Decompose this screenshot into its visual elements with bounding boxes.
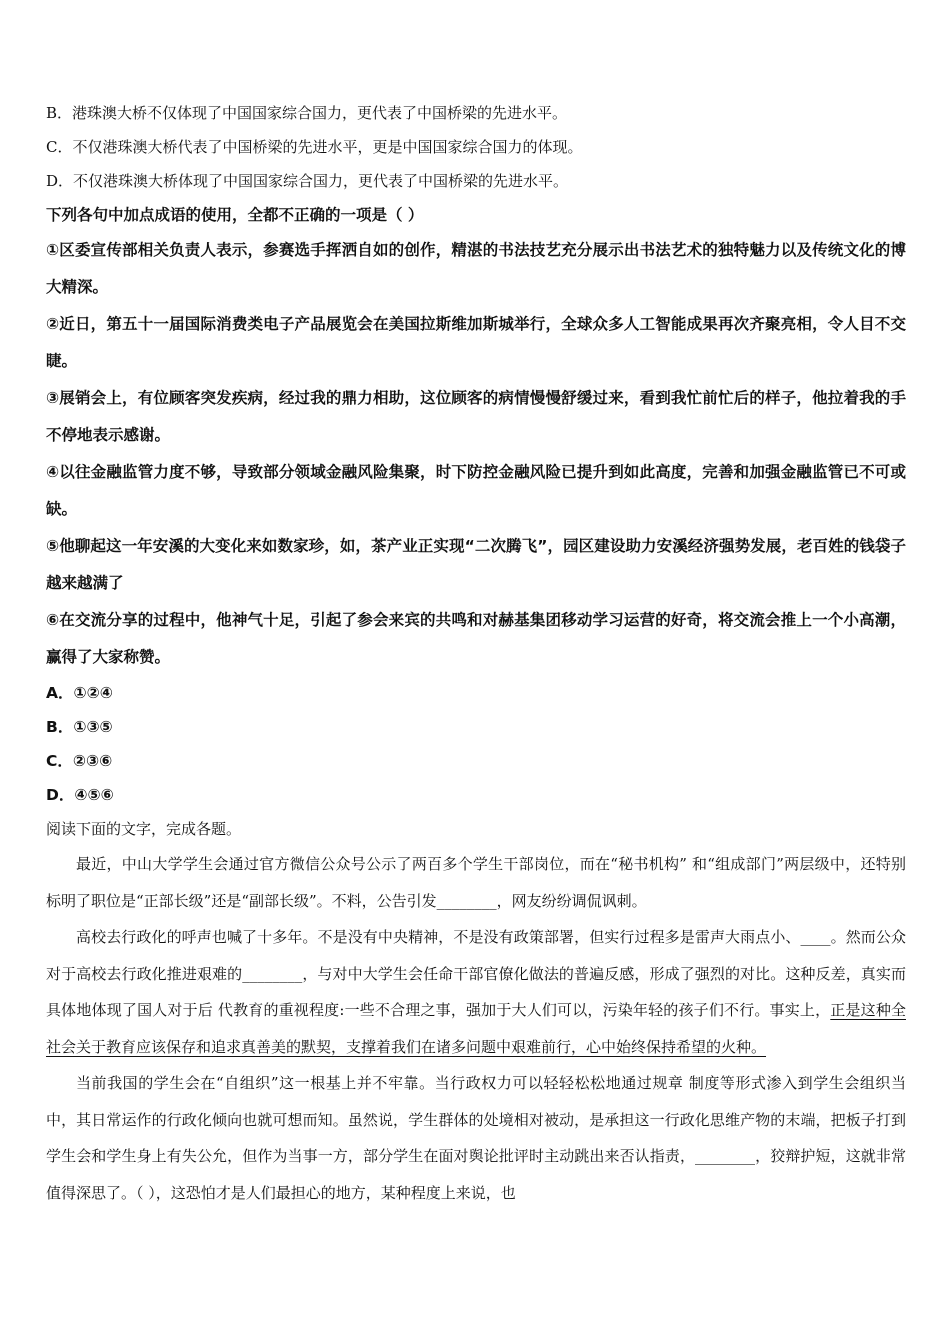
reading-intro: 阅读下面的文字，完成各题。 [46,820,242,838]
question-item-1: ①区委宣传部相关负责人表示，参赛选手挥洒自如的创作，精湛的书法技艺充分展示出书法艺术的独特魅力以及传统文化的博大精深。 [46,241,906,296]
question-item-2: ②近日，第五十一届国际消费类电子产品展览会在美国拉斯维加斯城举行，全球众多人工智能成果再次齐聚亮相，令人目不交睫。 [46,315,906,370]
answer-option-a: A．①②④ [46,684,113,702]
reading-paragraph-3: 当前我国的学生会在“自组织”这一根基上并不牢靠。当行政权力可以轻轻松松地通过规章 制度等形式渗入到学生会组织当中，其日常运作的行政化倾向也就可想而知。虽然说，学生群体的处境相对被动，是承担这一行政化思维产物的末端，把板子打到学生会和学生身上有失公允，但作为当事一方，部分学生在面对舆论批评时主动跳出来否认指责，________，狡辩护短，这就非常值得深思了。（ ），这恐怕才是人们最担心的地方，某种程度上来说，也 [46,1074,906,1202]
reading-paragraph-1: 最近，中山大学学生会通过官方微信公众号公示了两百多个学生干部岗位，而在“秘书机构” 和“组成部门”两层级中，还特别标明了职位是“正部长级”还是“副部长级”。不料，公告引发________，网友纷纷调侃讽刺。 [46,855,906,910]
answer-option-d: D．④⑤⑥ [46,786,114,804]
previous-option-d: D．不仅港珠澳大桥体现了中国国家综合国力，更代表了中国桥梁的先进水平。 [46,172,569,190]
question-item-5: ⑤他聊起这一年安溪的大变化来如数家珍，如，茶产业正实现“二次腾飞”，园区建设助力安溪经济强势发展，老百姓的钱袋子越来越满了 [46,537,906,592]
question-item-6: ⑥在交流分享的过程中，他神气十足，引起了参会来宾的共鸣和对赫基集团移动学习运营的好奇，将交流会推上一个小高潮，赢得了大家称赞。 [46,611,906,666]
previous-option-b: B．港珠澳大桥不仅体现了中国国家综合国力，更代表了中国桥梁的先进水平。 [46,104,568,122]
question-item-4: ④以往金融监管力度不够，导致部分领域金融风险集聚，时下防控金融风险已提升到如此高度，完善和加强金融监管已不可或缺。 [46,463,906,518]
question-item-3: ③展销会上，有位顾客突发疾病，经过我的鼎力相助，这位顾客的病情慢慢舒缓过来，看到我忙前忙后的样子，他拉着我的手不停地表示感谢。 [46,389,906,444]
question-stem: 下列各句中加点成语的使用，全都不正确的一项是（ ） [46,206,424,224]
reading-paragraph-2-text: 高校去行政化的呼声也喊了十多年。不是没有中央精神，不是没有政策部署，但实行过程多是雷声大雨点小、____。然而公众对于高校去行政化推进艰难的________，与对中大学生会任命干部官僚化做法的普遍反感，形成了强烈的对比。这种反差，真实而具体地体现了国人对于后 代教育的重视程度:一些不合理之事，强加于大人们可以，污染年轻的孩子们不行。事实上， [46,928,906,1019]
reading-paragraph-2 [46,919,906,1065]
previous-option-c: C．不仅港珠澳大桥代表了中国桥梁的先进水平，更是中国国家综合国力的体现。 [46,138,583,156]
document-page [46,96,906,1211]
answer-option-c: C．②③⑥ [46,752,113,770]
underlined-sentence: 正是这种全社会关于教育应该保存和追求真善美的默契，支撑着我们在诸多问题中艰难前行，心中始终保持希望的火种。 [46,1001,906,1056]
answer-option-b: B．①③⑤ [46,718,113,736]
